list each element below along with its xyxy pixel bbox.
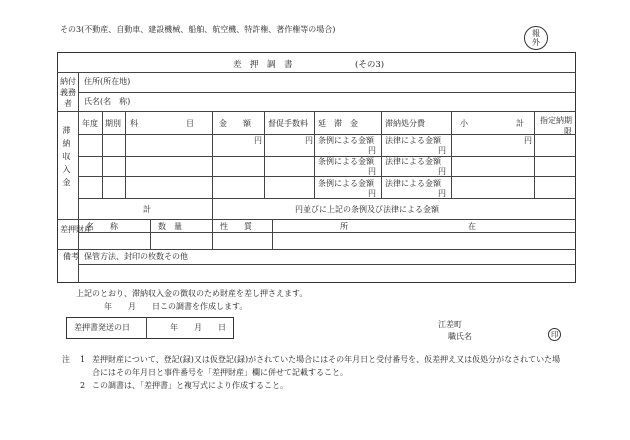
note-2-line-1: この調書は、「差押書」と複写式により作成すること。: [92, 381, 288, 390]
levy-section-label: 滞納収入金: [62, 126, 71, 191]
col-due: 指定納期限: [540, 116, 572, 136]
col-subtotal: 小 計: [460, 119, 524, 128]
subtotal-yen: 円: [524, 136, 532, 145]
col-location: 所 在: [340, 222, 476, 231]
taxpayer-label-1: 納付: [60, 77, 76, 86]
late-yen-2: 円: [368, 167, 376, 176]
send-date-value: 年 月 日: [170, 323, 226, 332]
disposal-law-2: 法律による金額: [385, 157, 441, 166]
col-subject: 科 目: [130, 119, 194, 128]
note-1-line-1: 差押財産について、登記(録)又は仮登記(録)がされていた場合にはその年月日と受付番号を、仮差押え又は仮処分がなされていた場: [92, 355, 561, 364]
taxpayer-label-3: 者: [64, 99, 72, 108]
amount-yen: 円: [254, 136, 262, 145]
note-1-num: 1: [80, 355, 86, 364]
stamp-char-1: 報: [532, 29, 540, 38]
statement-line-1: 上記のとおり、滞納収入金の徴収のため財産を差し押さえます。: [76, 289, 308, 298]
form-type-note: その3(不動産、自動車、建設機械、船舶、航空機、特許権、著作権等の場合): [60, 25, 336, 34]
col-fee: 督促手数料: [268, 119, 308, 128]
taxpayer-label-2: 義務: [60, 88, 76, 97]
total-note: 円並びに上記の条例及び法律による金額: [295, 205, 439, 214]
col-qty: 数 量: [158, 222, 182, 231]
form-title-sub: (その3): [355, 60, 385, 70]
stamp-circle: [524, 26, 548, 50]
late-ordinance-3: 条例による金額: [318, 179, 374, 188]
seal-mark: [548, 328, 561, 341]
late-yen-1: 円: [368, 146, 376, 155]
late-yen-3: 円: [368, 189, 376, 198]
col-period: 期別: [105, 119, 121, 128]
total-label: 計: [143, 205, 151, 214]
send-date-label: 差押書発送の日: [74, 323, 130, 332]
form-title: 差 押 調 書: [233, 60, 293, 70]
col-amount: 金 額: [219, 119, 251, 128]
office-name: 江差町: [438, 320, 462, 329]
disposal-yen-3: 円: [438, 189, 446, 198]
notes-label: 注: [62, 355, 70, 364]
note-1-line-2: 合にはその年月日と事件番号を「差押財産」欄に併せて記載すること。: [92, 368, 348, 377]
official-title: 職氏名: [448, 332, 472, 341]
disposal-yen-2: 円: [438, 167, 446, 176]
remarks-text: 保管方法、封印の枚数その他: [84, 252, 188, 261]
col-disposal: 滞納処分費: [385, 119, 425, 128]
address-label: 住所(所在地): [84, 77, 131, 86]
col-name: 名 称: [86, 222, 118, 231]
stamp-char-2: 外: [532, 38, 540, 47]
seal-char: 印: [551, 330, 559, 339]
late-ordinance-2: 条例による金額: [318, 157, 374, 166]
col-nature: 性 質: [220, 222, 252, 231]
name-label: 氏名(名 称): [84, 97, 131, 106]
remarks-label: 備考: [63, 252, 79, 261]
col-year: 年度: [82, 119, 98, 128]
disposal-law-3: 法律による金額: [385, 179, 441, 188]
note-2-num: 2: [80, 381, 86, 390]
disposal-yen-1: 円: [438, 146, 446, 155]
col-late: 延 滞 金: [318, 119, 358, 128]
statement-line-2: 年 月 日この調書を作成します。: [104, 302, 248, 311]
late-ordinance-1: 条例による金額: [318, 136, 374, 145]
disposal-law-1: 法律による金額: [385, 136, 441, 145]
property-label: 差押財産: [60, 225, 92, 234]
fee-yen: 円: [305, 136, 313, 145]
